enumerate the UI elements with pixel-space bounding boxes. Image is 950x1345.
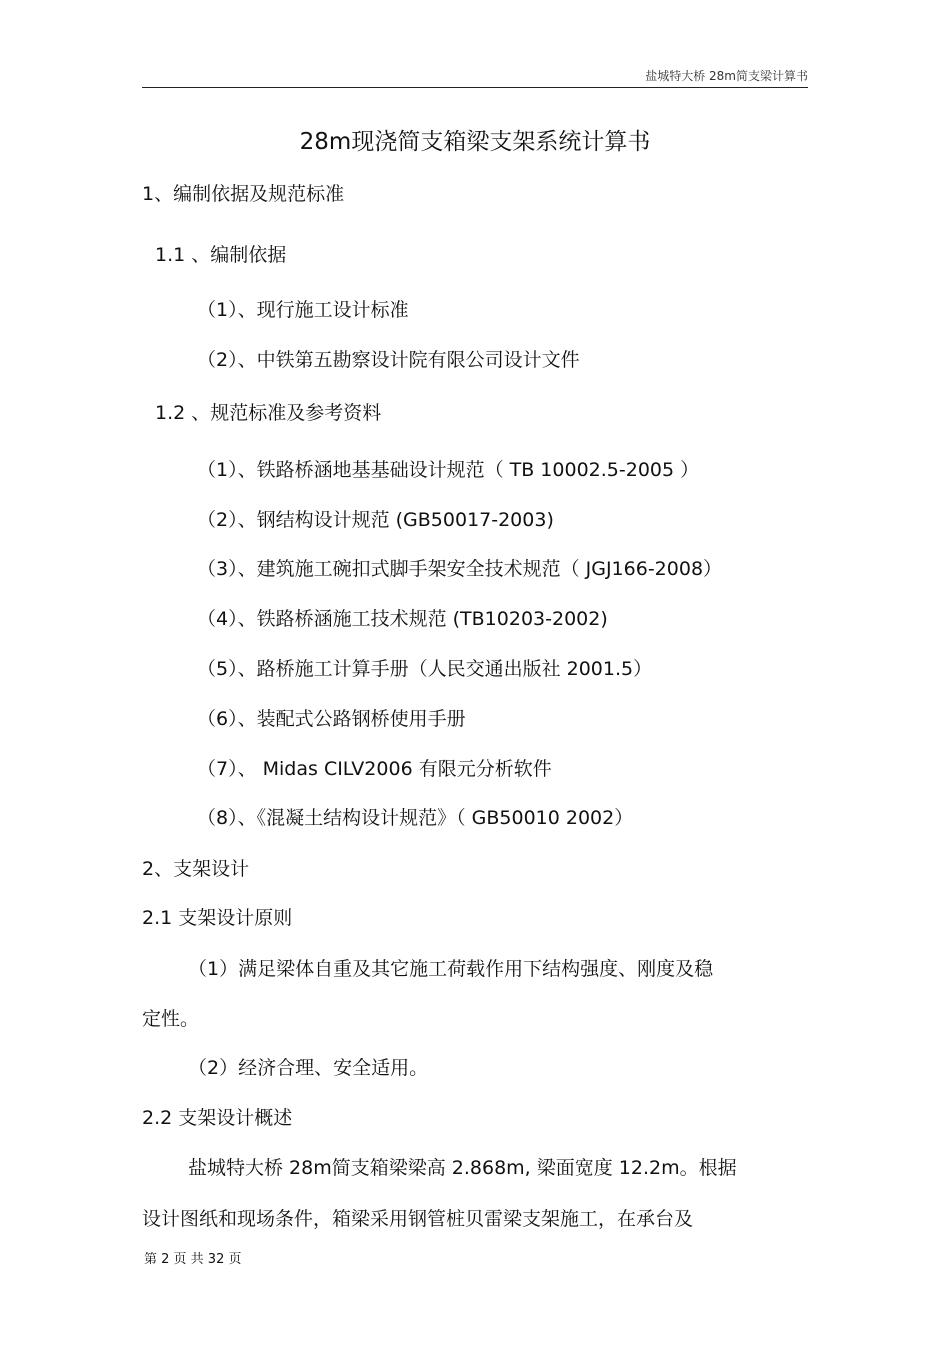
- heading-1-2: 1.2 、规范标准及参考资料: [155, 402, 382, 424]
- paragraph-line: （1）满足梁体自重及其它施工荷载作用下结构强度、刚度及稳: [188, 958, 714, 980]
- list-item: （2）、中铁第五勘察设计院有限公司设计文件: [197, 349, 580, 371]
- list-item: （3）、建筑施工碗扣式脚手架安全技术规范（ JGJ166-2008）: [197, 558, 723, 580]
- list-item: （8）、《混凝土结构设计规范》（ GB50010 2002）: [197, 807, 634, 829]
- list-item: （5）、路桥施工计算手册（人民交通出版社 2001.5）: [197, 658, 653, 680]
- heading-2-2: 2.2 支架设计概述: [142, 1107, 293, 1129]
- paragraph-line: 设计图纸和现场条件，箱梁采用钢管桩贝雷梁支架施工，在承台及: [142, 1208, 694, 1230]
- heading-2: 2、支架设计: [142, 858, 250, 880]
- document-title: 28m现浇简支箱梁支架系统计算书: [299, 129, 651, 155]
- paragraph-line: （2）经济合理、安全适用。: [188, 1057, 429, 1079]
- paragraph-line: 盐城特大桥 28m简支箱梁梁高 2.868m, 梁面宽度 12.2m。根据: [188, 1157, 737, 1179]
- list-item: （1）、现行施工设计标准: [197, 299, 409, 321]
- header-rule: [142, 87, 808, 88]
- running-header: 盐城特大桥 28m简支梁计算书: [645, 69, 808, 83]
- page-number-footer: 第 2 页 共 32 页: [144, 1252, 242, 1267]
- list-item: （1）、铁路桥涵地基基础设计规范（ TB 10002.5-2005 ）: [197, 459, 700, 481]
- list-item: （2）、钢结构设计规范 (GB50017-2003): [197, 509, 554, 531]
- list-item: （4）、铁路桥涵施工技术规范 (TB10203-2002): [197, 608, 608, 630]
- list-item: （6）、装配式公路钢桥使用手册: [197, 708, 466, 730]
- heading-1: 1、编制依据及规范标准: [142, 183, 345, 205]
- paragraph-line: 定性。: [142, 1008, 200, 1030]
- list-item: （7）、 Midas CILV2006 有限元分析软件: [197, 758, 552, 780]
- heading-1-1: 1.1 、编制依据: [155, 244, 287, 266]
- heading-2-1: 2.1 支架设计原则: [142, 907, 293, 929]
